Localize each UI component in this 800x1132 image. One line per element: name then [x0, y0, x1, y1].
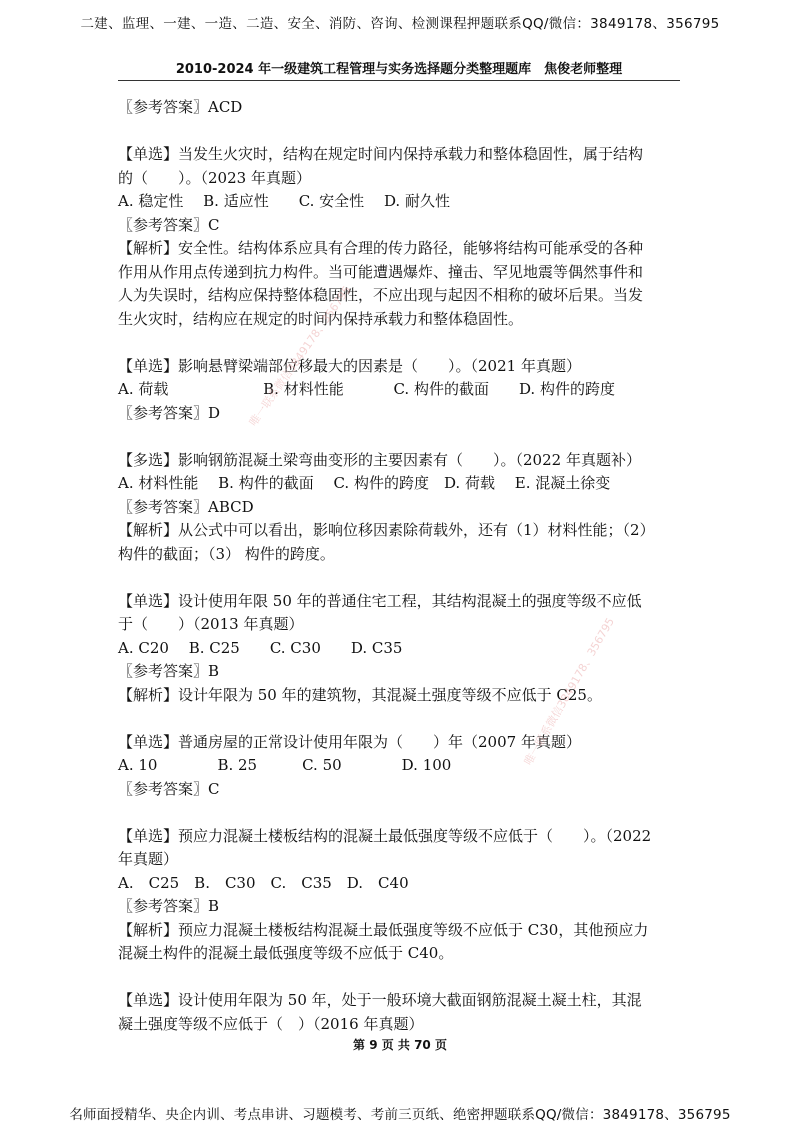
paragraph-gap: [118, 331, 683, 355]
paragraph-gap: [118, 425, 683, 449]
text-line: 〖参考答案〗C: [118, 215, 220, 234]
text-line: 【解析】安全性。结构体系应具有合理的传力路径，能够将结构可能承受的各种: [118, 239, 644, 257]
text-line: 【单选】设计使用年限为 50 年，处于一般环境大截面钢筋混凝土凝土柱，其混: [118, 991, 642, 1009]
watermark: 唯一联系微信3849178、356795: [246, 283, 354, 429]
text-line: 年真题）: [118, 850, 179, 868]
text-line: 〖参考答案〗ACD: [118, 98, 243, 116]
text-line: A. 10 B. 25 C. 50 D. 100: [118, 756, 452, 774]
text-line: 凝土强度等级不应低于（ ）（2016 年真题）: [118, 1014, 424, 1033]
text-line: 〖参考答案〗B: [118, 662, 220, 680]
paragraph-gap: [118, 120, 683, 144]
text-line: 混凝土构件的混凝土最低强度等级不应低于 C40。: [118, 944, 454, 962]
paragraph-gap: [118, 707, 683, 731]
document-body: [118, 96, 683, 1036]
text-line: 【多选】影响钢筋混凝土梁弯曲变形的主要因素有（ ）。（2022 年真题补）: [118, 450, 641, 469]
text-line: A. 稳定性 B. 适应性 C. 安全性 D. 耐久性: [118, 192, 450, 210]
text-line: 〖参考答案〗B: [118, 897, 220, 915]
text-line: 【单选】设计使用年限 50 年的普通住宅工程，其结构混凝土的强度等级不应低: [118, 591, 642, 610]
text-line: 生火灾时，结构应在规定的时间内保持承载力和整体稳固性。: [118, 309, 524, 328]
text-line: 人为失误时，结构应保持整体稳固性，不应出现与起因不相称的破坏后果。当发: [118, 286, 644, 304]
text-line: 作用从作用点传递到抗力构件。当可能遭遇爆炸、撞击、罕见地震等偶然事件和: [118, 262, 644, 281]
text-line: 〖参考答案〗ABCD: [118, 497, 254, 516]
text-line: 【解析】设计年限为 50 年的建筑物，其混凝土强度等级不应低于 C25。: [118, 685, 602, 704]
header-divider: [118, 80, 680, 81]
text-line: A. 荷载 B. 材料性能 C. 构件的截面 D. 构件的跨度: [118, 380, 615, 398]
text-line: 【单选】预应力混凝土楼板结构的混凝土最低强度等级不应低于（ ）。（2022: [118, 826, 652, 845]
text-line: 【单选】普通房屋的正常设计使用年限为（ ）年（2007 年真题）: [118, 732, 581, 751]
text-line: A. C20 B. C25 C. C30 D. C35: [118, 638, 403, 657]
text-line: 于（ ）（2013 年真题）: [118, 615, 304, 633]
text-line: 【单选】当发生火灾时，结构在规定时间内保持承载力和整体稳固性，属于结构: [118, 145, 644, 163]
text-line: 〖参考答案〗D: [118, 403, 221, 422]
text-line: 的（ ）。（2023 年真题）: [118, 168, 311, 187]
text-line: 【解析】预应力混凝土楼板结构混凝土最低强度等级不应低于 C30，其他预应力: [118, 920, 649, 939]
watermark: 唯一联系微信3849178、356795: [521, 615, 617, 768]
paragraph-gap: [118, 566, 683, 590]
bottom-banner: 名师面授精华、央企内训、考点串讲、习题模考、考前三页纸、绝密押题联系QQ/微信：3849178、356795: [69, 1107, 731, 1123]
top-banner: 二建、监理、一建、一造、二造、安全、消防、咨询、检测课程押题联系QQ/微信：3849178、356795: [80, 16, 720, 32]
page-number: 第 9 页 共 70 页: [353, 1038, 447, 1052]
text-line: 【解析】从公式中可以看出，影响位移因素除荷载外，还有（1）材料性能；（2）: [118, 521, 655, 539]
text-line: A. 材料性能 B. 构件的截面 C. 构件的跨度 D. 荷载 E. 混凝土徐变: [118, 474, 611, 492]
text-line: 〖参考答案〗C: [118, 779, 220, 798]
text-line: A. C25 B. C30 C. C35 D. C40: [118, 873, 409, 892]
text-line: 构件的截面；（3） 构件的跨度。: [118, 544, 335, 563]
paragraph-gap: [118, 801, 683, 825]
document-header: 2010-2024 年一级建筑工程管理与实务选择题分类整理题库 焦俊老师整理: [175, 62, 623, 77]
text-line: 【单选】影响悬臂梁端部位移最大的因素是（ ）。（2021 年真题）: [118, 356, 581, 375]
paragraph-gap: [118, 966, 683, 990]
